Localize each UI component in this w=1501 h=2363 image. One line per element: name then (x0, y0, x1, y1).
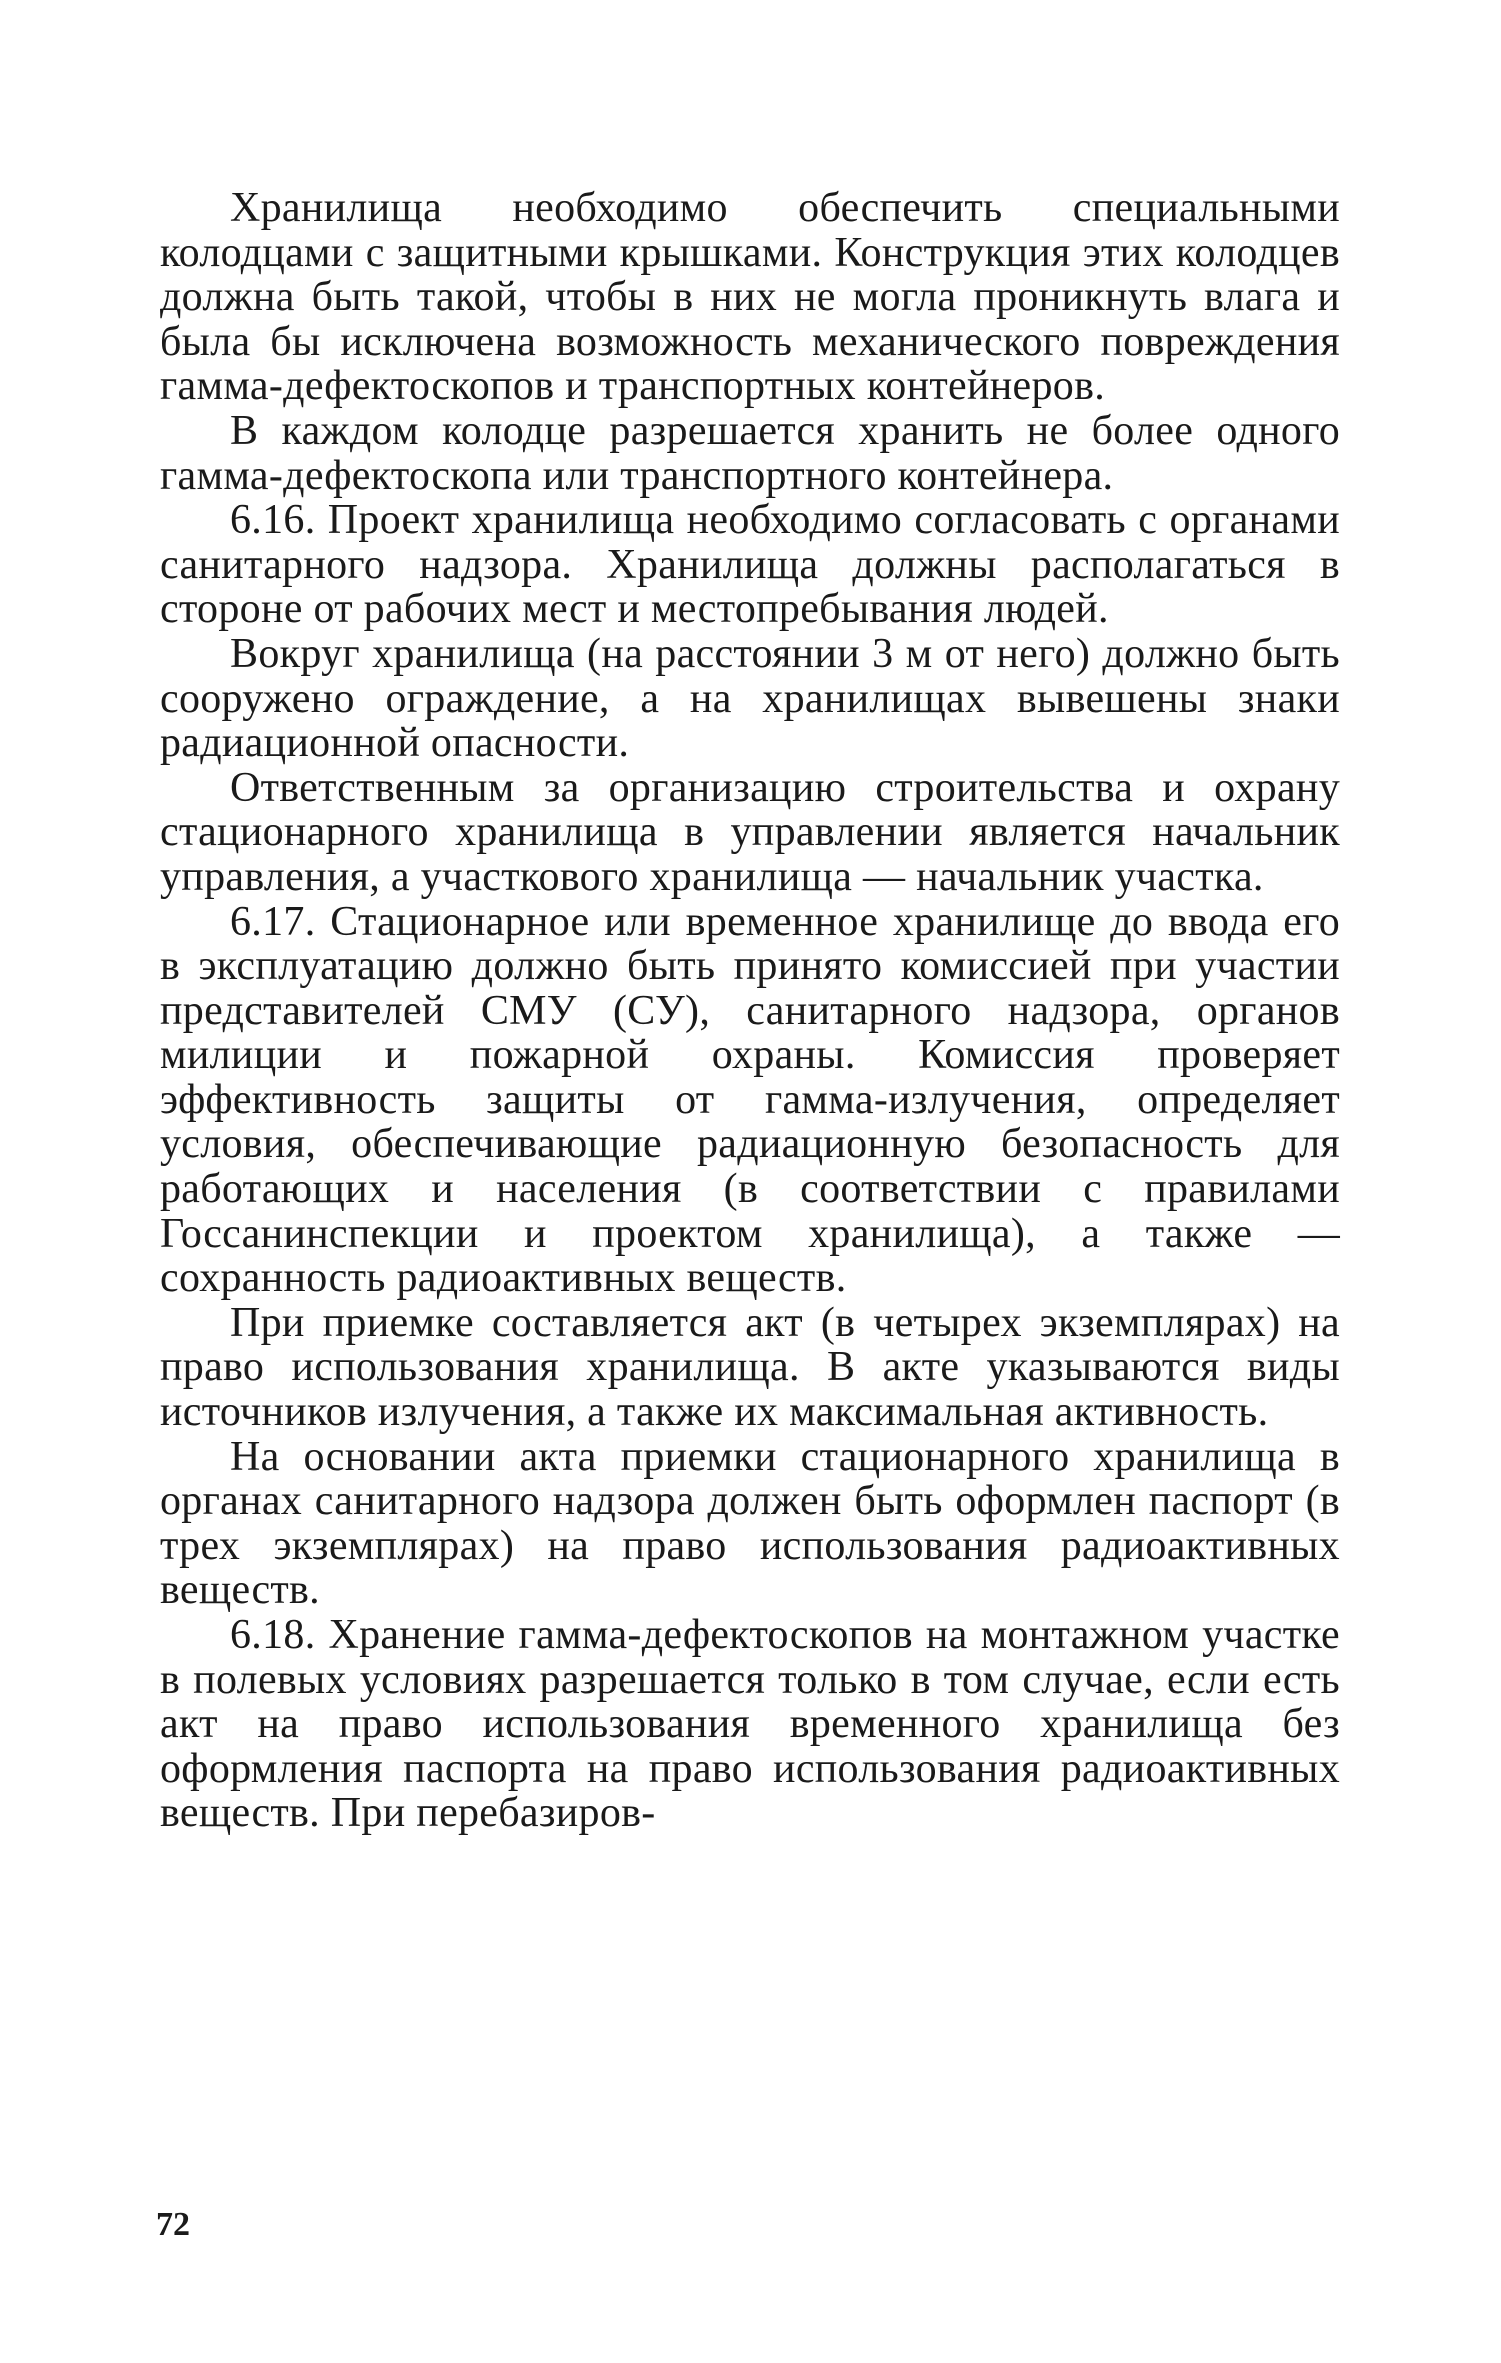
page-number: 72 (156, 2206, 190, 2243)
paragraph-fence: Вокруг хранилища (на расстоянии 3 м от него) должно быть сооружено ограждение, а на хранилищах вывешены знаки радиационной опасности. (160, 630, 1340, 767)
paragraph-wells: Хранилища необходимо обеспечить специальными колодцами с защитными крышками. Конструкция этих колодцев должна быть такой, чтобы в них не могла проникнуть влага и была бы исключена возможность механического повреждения гамма-дефектоскопов и транспортных контейнеров. (160, 185, 1340, 410)
paragraph-6-17: 6.17. Стационарное или временное хранилище до ввода его в эксплуатацию должно быть принято комиссией при участии представителей СМУ (СУ), санитарного надзора, органов милиции и пожарной охраны. Комиссия проверяет эффективность защиты от гамма-излучения, определяет условия, обеспечивающие радиационную безопасность для работающих и населения (в соответствии с правилами Госсанинспекции и проектом хранилища), а также — сохранность радиоактивных веществ. (160, 898, 1340, 1302)
body-text (160, 186, 1340, 1836)
paragraph-passport: На основании акта приемки стационарного хранилища в органах санитарного надзора должен быть оформлен паспорт (в трех экземплярах) на право использования радиоактивных веществ. (160, 1433, 1340, 1614)
paragraph-responsible: Ответственным за организацию строительства и охрану стационарного хранилища в управлении является начальник управления, а участкового хранилища — начальник участка. (160, 764, 1340, 900)
paragraph-6-18: 6.18. Хранение гамма-дефектоскопов на монтажном участке в полевых условиях разрешается только в том случае, если есть акт на право использования временного хранилища без оформления паспорта на право использования радиоактивных веществ. При перебазиров- (160, 1612, 1340, 1837)
paragraph-one-per-well: В каждом колодце разрешается хранить не более одного гамма-дефектоскопа или транспортного контейнера. (160, 407, 1340, 499)
paragraph-acceptance-act: При приемке составляется акт (в четырех экземплярах) на право использования хранилища. В акте указываются виды источников излучения, а также их максимальная активность. (160, 1299, 1340, 1436)
paragraph-6-16: 6.16. Проект хранилища необходимо согласовать с органами санитарного надзора. Хранилища должны располагаться в стороне от рабочих мест и местопребывания людей. (160, 497, 1340, 633)
